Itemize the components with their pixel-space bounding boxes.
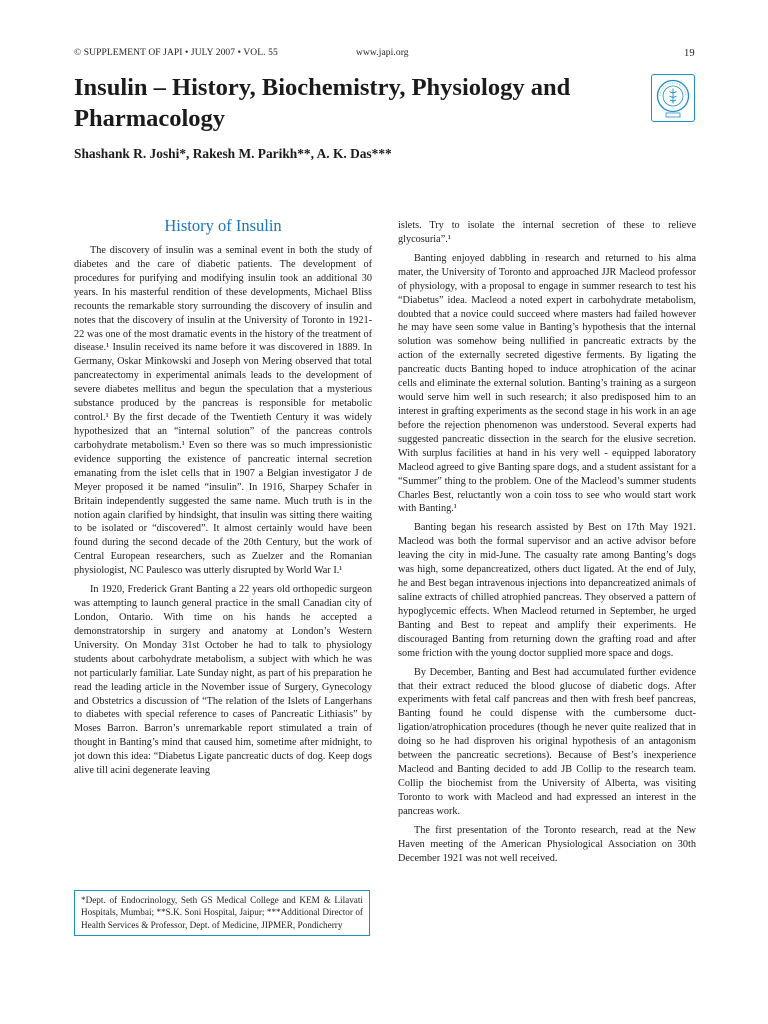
article-title: Insulin – History, Biochemistry, Physiology and Pharmacology: [74, 74, 571, 132]
body-paragraph: islets. Try to isolate the internal secretion of these to relieve glycosuria”.¹: [398, 220, 696, 245]
section-heading: History of Insulin: [164, 216, 282, 235]
body-paragraph: Banting enjoyed dabbling in research and returned to his alma mater, the University of Toronto and approached JJR Macleod professor of physiology, with a proposal to engage in summer research to test his “Diabetus” idea. Macleod a noted expert in carbohydrate metabolism, doubted that a novice could succeed where masters had failed however he may have seen some value in Banting’s hypothesis that the internal solution was somehow being nullified in pancreatic extracts by the action of the externally secreted digestive ferments. By ligating the pancreatic ducts Banting hoped to induce atrophication of the acinar cells and eliminate the external solution. Banting’s training as a surgeon would serve him well in such research; it also predisposed him to an interest in grafting experiments as the second stage in his work in an age before the rejection phenomenon was understood. Several experts had suggested pancreatic dissection in the search for the elusive secretion. With surplus facilities at hand in his very well - equipped laboratory Macleod agreed to give Banting spare dogs, and a student assistant for a “Summer” thing to the problem. One of the Macleod’s summer students Charles Best, reluctantly won a coin toss to see who would start work with Banting.¹: [398, 252, 696, 515]
author-affiliations-footnote: *Dept. of Endocrinology, Seth GS Medical College and KEM & Lilavati Hospitals, Mumbai; **S.K. Soni Hospital, Jaipur; ***Additional Director of Health Services & Professor, Dept. of Medicine, JIPMER, Pondicherry: [74, 890, 370, 936]
body-paragraph: Banting began his research assisted by Best on 17th May 1921. Macleod was both the formal supervisor and an active advisor before leaving the city in mid-June. The casualty rate among Banting’s dogs was high, some depancreatized, others duct ligated. At the end of July, he and Best began intravenous injections into depancreatized animals of saline extracts of chilled atrophied pancreas. They observed a pattern of hypoglycemic effects. When Macleod returned in September, he urged Banting and Best to repeat and amplify their experiments. He discouraged Banting from returning down the grafting road and after some friction with the young doctor supplied more space and dogs.: [398, 522, 696, 659]
page-number: 19: [684, 48, 695, 59]
journal-citation: © SUPPLEMENT OF JAPI • JULY 2007 • VOL. 55: [74, 48, 278, 58]
body-paragraph: The discovery of insulin was a seminal event in both the study of diabetes and the care of diabetic patients. The development of procedures for purifying and modifying insulin took an additional 30 years. In his masterful rendition of these developments, Michael Bliss recounts the remarkable story surrounding the discovery of insulin and notes that the discovery of insulin at the University of Toronto in 1921-22 was one of the most dramatic events in the history of the treatment of disease.¹ Insulin received its name before it was discovered in 1889. In Germany, Oskar Minkowski and Joseph von Mering observed that total pancreatectomy in experimental animals leads to the development of severe diabetes mellitus and begun the speculation that a mysterious substance produced by the pancreas is responsible for metabolic control.¹ By the first decade of the Twentieth Century it was widely hypothesized that an “internal solution” of the pancreas controls carbohydrate metabolism.¹ Even so there was so much impressionistic evidence supporting the existence of pancreatic internal secretion emanating from the islet cells that in 1907 a Belgian investigator J de Meyer proposed it be named “insulin”. In 1916, Sharpey Schafer in Britain independently suggested the same name. Much truth is in the notion again clarified by hindsight, that insulin was sitting there waiting to be isolated or “discovered”. It almost certainly would have been found during the second decade of the 20th Century, but the work of Central European researchers, such as Zuelzer and the Romanian physiologist, NC Paulesco was utterly disrupted by World War I.¹: [74, 245, 372, 577]
left-column: [74, 214, 372, 783]
body-paragraph: The first presentation of the Toronto research, read at the New Haven meeting of the American Physiological Association on 30th December 1921 was not well received.: [398, 824, 696, 864]
body-paragraph: In 1920, Frederick Grant Banting a 22 years old orthopedic surgeon was attempting to launch general practice in the small Canadian city of London, Ontario. With time on his hands he accepted a demonstratorship in surgery and anatomy at London’s Western University. On Monday 31st October he had to talk to physiology students about carbohydrate metabolism, a subject with which he was not particularly familiar. Late Sunday night, as part of his preparation he read the leading article in the November issue of Surgery, Gynecology and Obstetrics a discussion of “The relation of the Islets of Langerhans to diabetes with special reference to cases of Pancreatic Lithiasis” by Moses Barron. Barron’s unremarkable report stimulated a train of thought in Banting’s mind that caused him, sometime after midnight, to jot down this idea: “Diabetus Ligate pancreatic ducts of dog. Keep dogs alive till acini degenerate leaving: [74, 584, 372, 777]
article-authors: Shashank R. Joshi*, Rakesh M. Parikh**, A. K. Das***: [74, 146, 392, 161]
right-column: [398, 219, 696, 870]
journal-website: www.japi.org: [356, 48, 409, 58]
body-paragraph: By December, Banting and Best had accumulated further evidence that their extract reduced the blood glucose of diabetic dogs. After experiments with fetal calf pancreas and then with fresh beef pancreas, Banting found he could dispense with the cumbersome duct-ligation/atrophication procedures (though he never quite realized that in doing so he had disproven his original hypothesis of an antagonism between the pancreatic secretions). Because of Best’s inexperience Macleod and Banting decided to add JB Collip to the research team. Collip the biochemist from the University of Alberta, was visiting Toronto to work with Macleod and had expressed an interest in the pancreas work.: [398, 666, 696, 817]
seal-emblem-icon: [654, 77, 692, 119]
association-seal-icon: [651, 74, 695, 122]
